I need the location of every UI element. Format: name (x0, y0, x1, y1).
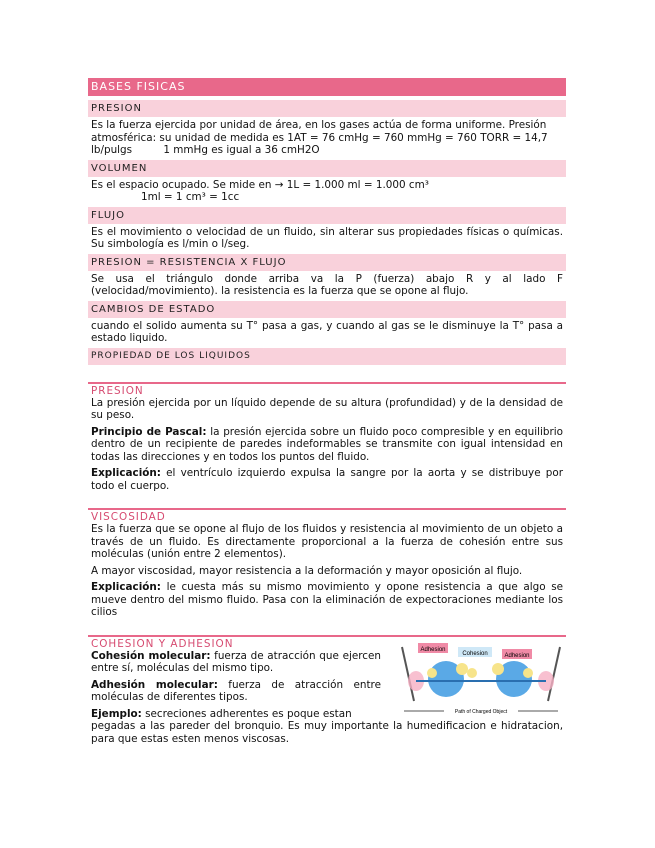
section-flujo-head: FLUJO (88, 207, 566, 224)
cohesion-label: Cohesión molecular: (91, 649, 211, 662)
section-cambios-body: cuando el solido aumenta su T° pasa a gas, y cuando al gas se le disminuye la T° pasa a estado liquido. (91, 319, 563, 344)
volumen-line-1: Es el espacio ocupado. Se mide en → 1L = 1.000 ml = 1.000 cm³ (91, 178, 429, 191)
section-volumen-head: VOLUMEN (88, 160, 566, 177)
illustration-caption: Path of Charged Object (454, 708, 508, 715)
document-page (88, 78, 566, 745)
section-flujo-body: Es el movimiento o velocidad de un fluido, sin alterar sus propiedades físicas o químicas. Su simbología es l/min o l/seg. (91, 225, 563, 250)
cohesion-adhesion-illustration (396, 639, 566, 719)
molecule-small-3 (492, 663, 504, 675)
liquid-presion-p2 (88, 426, 566, 464)
pascal-label: Principio de Pascal: (91, 425, 207, 438)
ejemplo-label: Ejemplo: (91, 707, 142, 720)
liquid-presion-head: PRESION (91, 384, 144, 397)
label-adhesion-right: Adhesion (504, 652, 530, 659)
section-volumen-body (88, 177, 566, 207)
volumen-line-2: 1ml = 1 cm³ = 1cc (141, 191, 240, 203)
molecule-small-4 (427, 668, 437, 678)
viscosidad-p2: A mayor viscosidad, mayor resistencia a la deformación y mayor oposición al flujo. (91, 564, 523, 577)
section-presion-flujo-body: Se usa el triángulo donde arriba va la P (fuerza) abajo R y al lado F (velocidad/movimiento). la resistencia es la fuerza que se opone al flujo. (91, 272, 563, 297)
cohesion-head: COHESION Y ADHESION (91, 637, 234, 650)
section-presion-flujo-head: PRESION = RESISTENCIA X FLUJO (88, 254, 566, 271)
cohesion-p2 (88, 679, 384, 704)
liquid-presion-p1: La presión ejercida por un líquido depende de su altura (profundidad) y de la densidad de su peso. (91, 396, 563, 421)
viscosidad-p1: Es la fuerza que se opone al flujo de los fluidos y resistencia al movimiento de un objeto a través de un fluido. Es directamente proporcional a la fuerza de cohesión entre sus moléculas (unión entre 2 elementos). (91, 523, 563, 560)
label-adhesion-left: Adhesion (420, 646, 446, 653)
cohesion-text: fuerza de atracción que ejercen entre sí, moléculas del mismo tipo. (91, 649, 381, 674)
explicacion-label: Explicación: (91, 467, 161, 479)
section-propiedad-head: PROPIEDAD DE LOS LIQUIDOS (88, 348, 566, 365)
viscosidad-explicacion-label: Explicación: (91, 581, 161, 593)
explicacion-text: el ventrículo izquierdo expulsa la sangre por la aorta y se distribuye por todo el cuerpo. (91, 467, 563, 492)
presion-line-2: atmosférica: su unidad de medida es 1AT = 76 cmHg = 760 mmHg = 760 TORR = 14,7 (91, 131, 548, 144)
viscosidad-explicacion-text: le cuesta más su mismo movimiento y opone resistencia a que algo se mueve dentro del mismo fluido. Pasa con la eliminación de expectoraciones mediante los cilios (91, 581, 563, 618)
ejemplo-line-1 (91, 708, 381, 721)
section-presion-head: PRESION (88, 100, 566, 117)
presion-line-3a: lb/pulgs (91, 144, 133, 156)
adhesion-label: Adhesión molecular: (91, 678, 218, 691)
cohesion-section (88, 637, 566, 746)
viscosidad-p3 (88, 581, 566, 619)
ejemplo-text-b: pegadas a las pareder del bronquio. Es muy importante la humedificacion e hidratacion, para que estas esten menos viscosas. (91, 720, 563, 745)
molecule-small-1 (456, 663, 468, 675)
pascal-text: la presión ejercida sobre un fluido poco compresible y en equilibrio dentro de un recipiente de paredes indeformables se transmite con igual intensidad en todas las direcciones y en todos los puntos del fluido. (91, 425, 563, 463)
label-cohesion: Cohesion (462, 650, 488, 657)
adhesion-text: fuerza de atracción entre moléculas de diferentes tipos. (91, 678, 381, 703)
cohesion-p1 (88, 650, 384, 675)
section-cambios-head: CAMBIOS DE ESTADO (88, 301, 566, 318)
liquid-presion-p3 (88, 467, 566, 492)
main-title: BASES FISICAS (88, 78, 566, 96)
presion-line-1: Es la fuerza ejercida por unidad de área, en los gases actúa de forma uniforme. Presión (91, 119, 547, 131)
presion-line-3b: 1 mmHg es igual a 36 cmH2O (163, 144, 320, 156)
molecule-small-5 (523, 668, 533, 678)
molecule-small-2 (467, 668, 477, 678)
presion-line-3 (91, 144, 563, 157)
section-presion-body (88, 117, 566, 160)
viscosidad-head: VISCOSIDAD (91, 511, 166, 523)
ejemplo-text-a: secreciones adherentes es poque estan (141, 707, 352, 720)
